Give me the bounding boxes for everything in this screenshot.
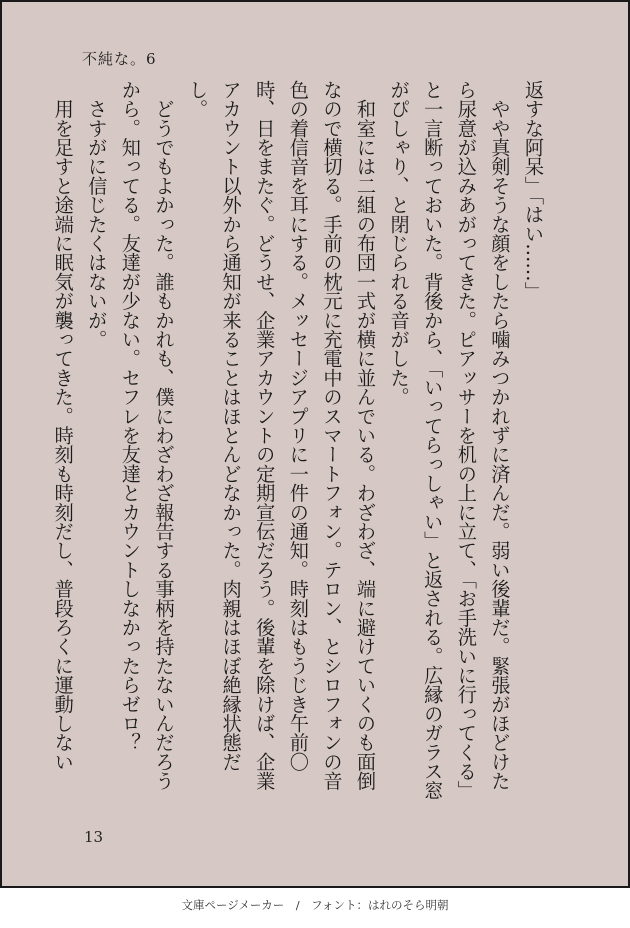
footer-credit: 文庫ページメーカー / フォント：はれのそら明朝 — [181, 898, 449, 912]
paragraph: 返すな阿呆」「はい……」 — [522, 80, 545, 301]
paragraph: やや真剣そうな顔をしたら噛みつかれずに済んだ。弱い後輩だ。緊張がほどけたら尿意が込みあがってきた。ピアッサーを机の上に立て、「お手洗いに行ってくる」と一言断っておいた。背後から、「いってらっしゃい」と返される。広縁のガラス窓がぴしゃり、と閉じられる音がした。 — [387, 80, 512, 801]
paragraph: さすがに信じたくはないが。 — [85, 80, 109, 349]
vertical-body-text — [51, 80, 550, 808]
paragraph: 用を足すと途端に眠気が襲ってきた。時刻も時刻だし、普段ろくに運動しない — [51, 80, 75, 772]
paragraph: 和室には二組の布団一式が横に並んでいる。わざわざ、端に避けていくのも面倒なので横切る。手前の枕元に充電中のスマートフォン。テロン、とシロフォンの音色の着信音を耳にする。メッセージアプリに一件の通知。時刻はもうじき午前〇時、日をまたぐ。どうせ、企業アカウントの定期宣伝だろう。後輩を除けば、企業アカウント以外から通知が来ることはほとんどなかった。肉親はほぼ絶縁状態だし。 — [186, 80, 378, 791]
paragraph: どうでもよかった。誰もかれも、僕にわざわざ報告する事柄を持たないんだろうから。知ってる。友達が少ない。セフレを友達とカウントしなかったらゼロ？ — [118, 80, 176, 791]
page-number: 13 — [84, 828, 104, 846]
chapter-header: 不純な。6 — [82, 50, 157, 68]
